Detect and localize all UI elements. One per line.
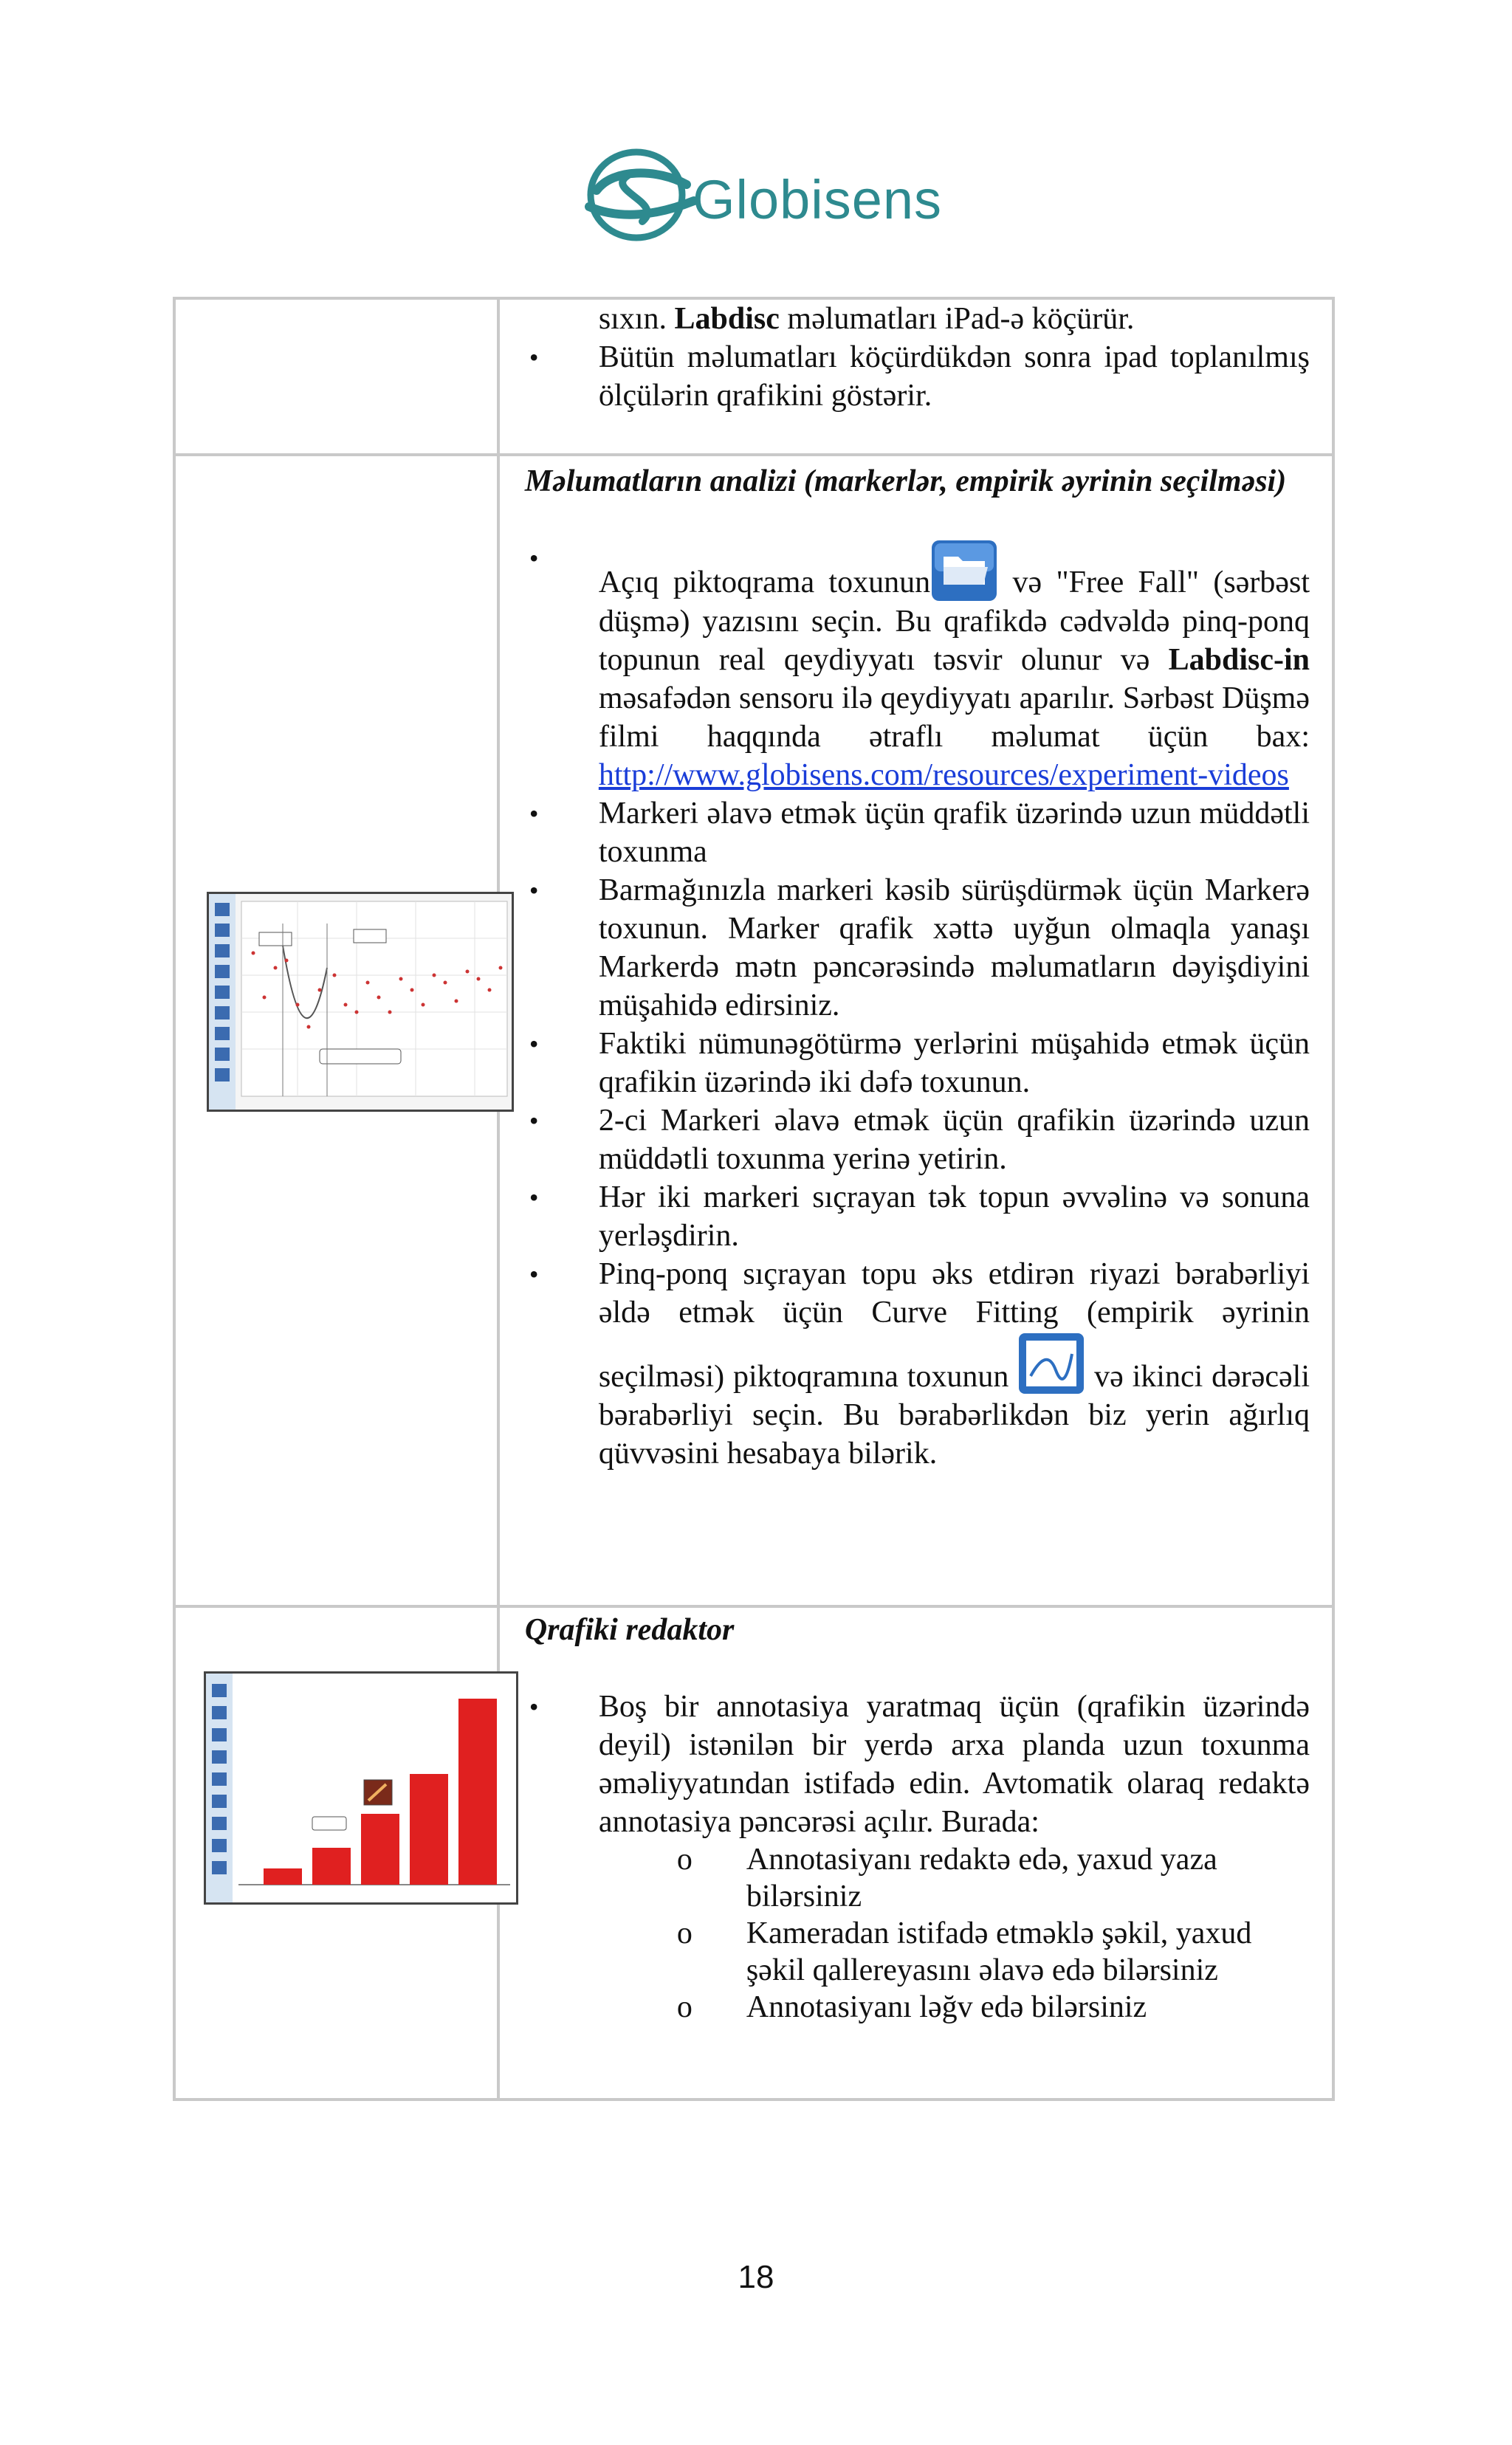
open-folder-icon[interactable] bbox=[930, 539, 998, 602]
bar-chart-screenshot bbox=[204, 1671, 518, 1905]
sub-list-item: o Kameradan istifadə etməklə şəkil, yaxud şəkil qallereyasını əlavə edə bilərsiniz bbox=[525, 1915, 1310, 1989]
list-item-text: və "Free Fall" (sərbəst düşmə) yazısını seçin. Bu qrafikdə cədvəldə pinq-ponq topunun real qeydiyyatı təsvir olunur və bbox=[598, 565, 1310, 677]
instructions-table bbox=[173, 297, 1335, 2101]
list-item: • Bütün məlumatları köçürdükdən sonra ipad toplanılmış ölçülərin qrafikini göstərir. bbox=[525, 338, 1310, 415]
list-item: • Barmağınızla markeri kəsib sürüşdürmək üçün Markerə toxunun. Marker qrafik xəttə uyğun olmaqla yanaşı Markerdə mətn pəncərəsində məlumatların dəyişdiyini müşahidə edirsiniz. bbox=[525, 871, 1310, 1025]
globisens-logo bbox=[583, 139, 943, 250]
curve-fitting-icon[interactable] bbox=[1017, 1332, 1085, 1395]
text-cell bbox=[498, 455, 1333, 1606]
list-item-text: məsafədən sensoru ilə qeydiyyatı aparılır. Sərbəst Düşmə filmi haqqında ətraflı məlumat üçün bax: bbox=[598, 681, 1310, 754]
section-heading: Qrafiki redaktor bbox=[524, 1613, 735, 1647]
sub-list bbox=[525, 1841, 1310, 2026]
section-heading: Məlumatların analizi (markerlər, empirik əyrinin seçilməsi) bbox=[524, 464, 1287, 498]
globisens-logo-icon bbox=[583, 139, 701, 250]
page-number: 18 bbox=[738, 2259, 774, 2295]
table-row bbox=[174, 455, 1333, 1606]
list-item-text: Açıq piktoqrama toxunun bbox=[598, 565, 931, 599]
list-item-text: və ikinci dərəcəli bərabərliyi seçin. Bu bərabərlikdən biz yerin ağırlıq qüvvəsini hesabaya bilərik. bbox=[598, 1360, 1310, 1471]
image-cell bbox=[174, 1606, 498, 2100]
list-item-text: Pinq-ponq sıçrayan topu əks etdirən riyazi bərabərliyi əldə etmək üçün Curve Fitting (empirik əyrinin seçilməsi) piktoqramına toxunun bbox=[598, 1257, 1310, 1394]
table-row bbox=[174, 298, 1333, 455]
sub-list-item: o Annotasiyanı redaktə edə, yaxud yaza bilərsiniz bbox=[525, 1841, 1310, 1915]
list-item: • 2-ci Markeri əlavə etmək üçün qrafikin üzərində uzun müddətli toxunma yerinə yetirin. bbox=[525, 1101, 1310, 1178]
table-row bbox=[174, 1606, 1333, 2100]
image-cell bbox=[174, 298, 498, 455]
bullet-list bbox=[525, 338, 1310, 415]
list-item: • Markeri əlavə etmək üçün qrafik üzərində uzun müddətli toxunma bbox=[525, 794, 1310, 871]
intro-text: məlumatları iPad-ə köçürür. bbox=[779, 302, 1135, 336]
bar-chart-thumbnail-image bbox=[206, 1674, 516, 1902]
bullet-list bbox=[525, 1688, 1310, 1841]
labdisc-bold: Labdisc bbox=[674, 302, 780, 336]
bullet-list bbox=[525, 539, 1310, 1473]
list-item bbox=[525, 1255, 1310, 1473]
list-item: • Faktiki nümunəgötürmə yerlərini müşahidə etmək üçün qrafikin üzərində iki dəfə toxunun. bbox=[525, 1025, 1310, 1101]
logo-text: Globisens bbox=[693, 169, 943, 230]
text-cell bbox=[498, 298, 1333, 455]
list-item: • Hər iki markeri sıçrayan tək topun əvvəlinə və sonuna yerləşdirin. bbox=[525, 1178, 1310, 1255]
sub-list-item: o Annotasiyanı ləğv edə bilərsiniz bbox=[525, 1989, 1310, 2026]
graph-thumbnail-image bbox=[209, 894, 512, 1110]
text-cell bbox=[498, 1606, 1333, 2100]
row1-intro bbox=[525, 300, 1310, 338]
experiment-videos-link[interactable]: http://www.globisens.com/resources/experiment-videos bbox=[598, 758, 1289, 792]
list-item: • Boş bir annotasiya yaratmaq üçün (qrafikin üzərində deyil) istənilən bir yerdə arxa planda uzun toxunma əməliyyatından istifadə edin. Avtomatik olaraq redaktə annotasiya pəncərəsi açılır. Burada: bbox=[525, 1688, 1310, 1841]
graph-screenshot bbox=[207, 892, 514, 1112]
intro-text: sıxın. bbox=[598, 302, 675, 336]
list-item bbox=[525, 539, 1310, 794]
image-cell bbox=[174, 455, 498, 1606]
labdisc-in-bold: Labdisc-in bbox=[1168, 643, 1310, 677]
